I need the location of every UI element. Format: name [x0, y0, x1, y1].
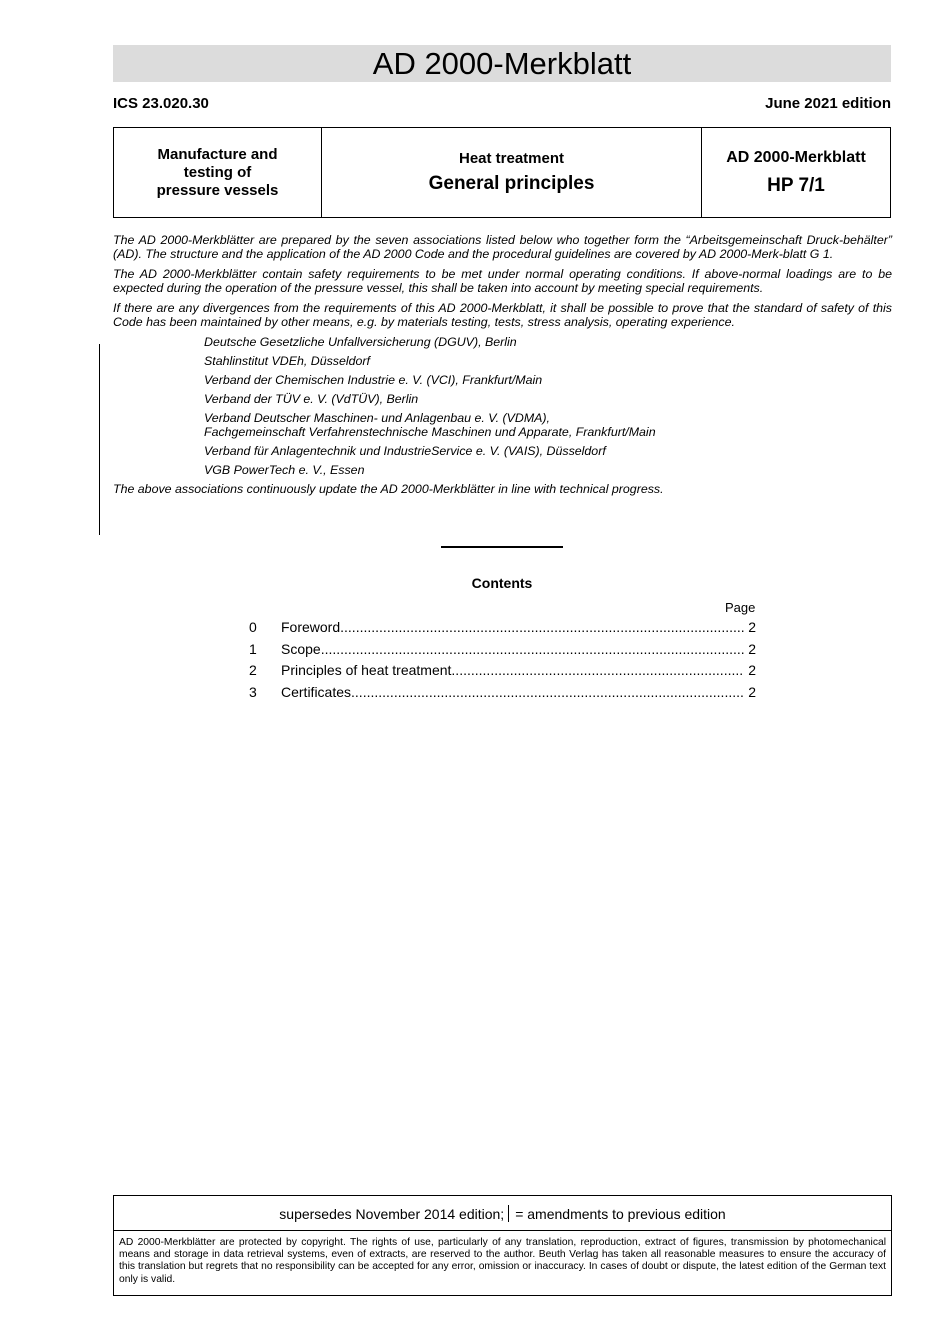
code-cell: [702, 128, 890, 217]
header-table: [113, 127, 891, 218]
subject: Heat treatment: [458, 150, 565, 167]
table-of-contents: [249, 619, 756, 705]
toc-page: 2: [748, 619, 756, 635]
intro-paragraph: The AD 2000-Merkblätter are prepared by the seven associations listed below who together form the “Arbeitsgemeinschaft Druck-behälter” (AD). The structure and the application of the AD 2000 Code and the procedural guidelines are covered by AD 2000-Merk-blatt G 1.: [113, 233, 892, 261]
association-item: Deutsche Gesetzliche Unfallversicherung (DGUV), Berlin: [204, 335, 517, 349]
toc-page: 2: [748, 683, 756, 700]
toc-entry[interactable]: [249, 641, 756, 663]
toc-number: 2: [249, 662, 257, 679]
toc-number: 1: [249, 640, 257, 657]
series-cell: [114, 128, 322, 217]
intro-paragraph: The AD 2000-Merkblätter contain safety requirements to be met under normal operating conditions. If above-normal loadings are to be expected during the operation of the pressure vessel, this shall be taken into account by meeting special requirements.: [113, 267, 892, 295]
toc-title: Principles of heat treatment: [281, 662, 452, 679]
toc-entry[interactable]: [249, 684, 756, 706]
amendment-bar: [99, 344, 100, 535]
intro-paragraph: If there are any divergences from the requirements of this AD 2000-Merkblatt, it shall be possible to prove that the standard of safety of this Code has been maintained by other means, e.g. by materials testing, tests, stress analysis, operating experience.: [113, 301, 892, 329]
association-line: Fachgemeinschaft Verfahrenstechnische Maschinen und Apparate, Frankfurt/Main: [204, 425, 656, 439]
association-item: Stahlinstitut VDEh, Düsseldorf: [204, 354, 370, 368]
toc-leader: [321, 641, 745, 657]
association-item: [204, 411, 892, 439]
series-line: Manufacture and: [157, 145, 278, 163]
page-column-label: Page: [725, 600, 756, 615]
subject-cell: [322, 128, 702, 217]
toc-title: Certificates: [281, 683, 352, 700]
toc-entry[interactable]: [249, 662, 756, 684]
supersedes-text: supersedes November 2014 edition;: [279, 1206, 505, 1222]
toc-number: 3: [249, 683, 257, 700]
contents-title: Contents: [471, 575, 533, 591]
association-line: Verband Deutscher Maschinen- und Anlagenbau e. V. (VDMA),: [204, 411, 550, 425]
toc-leader: [340, 619, 744, 635]
intro-closing: The above associations continuously update the AD 2000-Merkblätter in line with technical progress.: [113, 482, 664, 496]
subtitle: General principles: [428, 173, 595, 194]
footer-box: [113, 1195, 892, 1296]
toc-leader: [451, 662, 744, 678]
amendment-marker-icon: [508, 1205, 509, 1222]
association-item: Verband der TÜV e. V. (VdTÜV), Berlin: [204, 392, 419, 406]
copyright-notice: AD 2000-Merkblätter are protected by copyright. The rights of use, particularly of any translation, reproduction, extract of figures, transmission by photomechanical means and storage in data retrieval systems, even of extracts, are reserved to the author. Beuth Verlag has taken all reasonable measures to ensure the accuracy of this translation but regrets that no responsibility can be accepted for any error, omission or inaccuracy. In cases of doubt or dispute, the latest edition of the German text only is valid.: [119, 1237, 886, 1285]
code-number: HP 7/1: [767, 174, 825, 196]
toc-title: Foreword: [281, 619, 341, 635]
toc-entry[interactable]: [249, 619, 756, 641]
association-item: Verband der Chemischen Industrie e. V. (VCI), Frankfurt/Main: [204, 373, 543, 387]
amendments-legend: = amendments to previous edition: [515, 1206, 726, 1222]
series-line: pressure vessels: [156, 181, 279, 199]
toc-number: 0: [249, 619, 257, 635]
document-title: AD 2000-Merkblatt: [113, 45, 891, 82]
supersedes-line: [114, 1196, 891, 1231]
code-name: AD 2000-Merkblatt: [726, 148, 866, 166]
toc-title: Scope: [281, 640, 321, 657]
toc-leader: [351, 684, 744, 700]
section-divider: [441, 546, 563, 548]
association-item: Verband für Anlagentechnik und IndustrieService e. V. (VAIS), Düsseldorf: [204, 444, 606, 458]
intro-section: [113, 233, 892, 502]
edition-date: June 2021 edition: [765, 95, 891, 112]
toc-page: 2: [748, 662, 756, 679]
association-item: VGB PowerTech e. V., Essen: [204, 463, 365, 477]
toc-page: 2: [748, 640, 756, 657]
ics-code: ICS 23.020.30: [113, 95, 209, 112]
association-list: [204, 335, 892, 477]
series-line: testing of: [183, 163, 252, 181]
